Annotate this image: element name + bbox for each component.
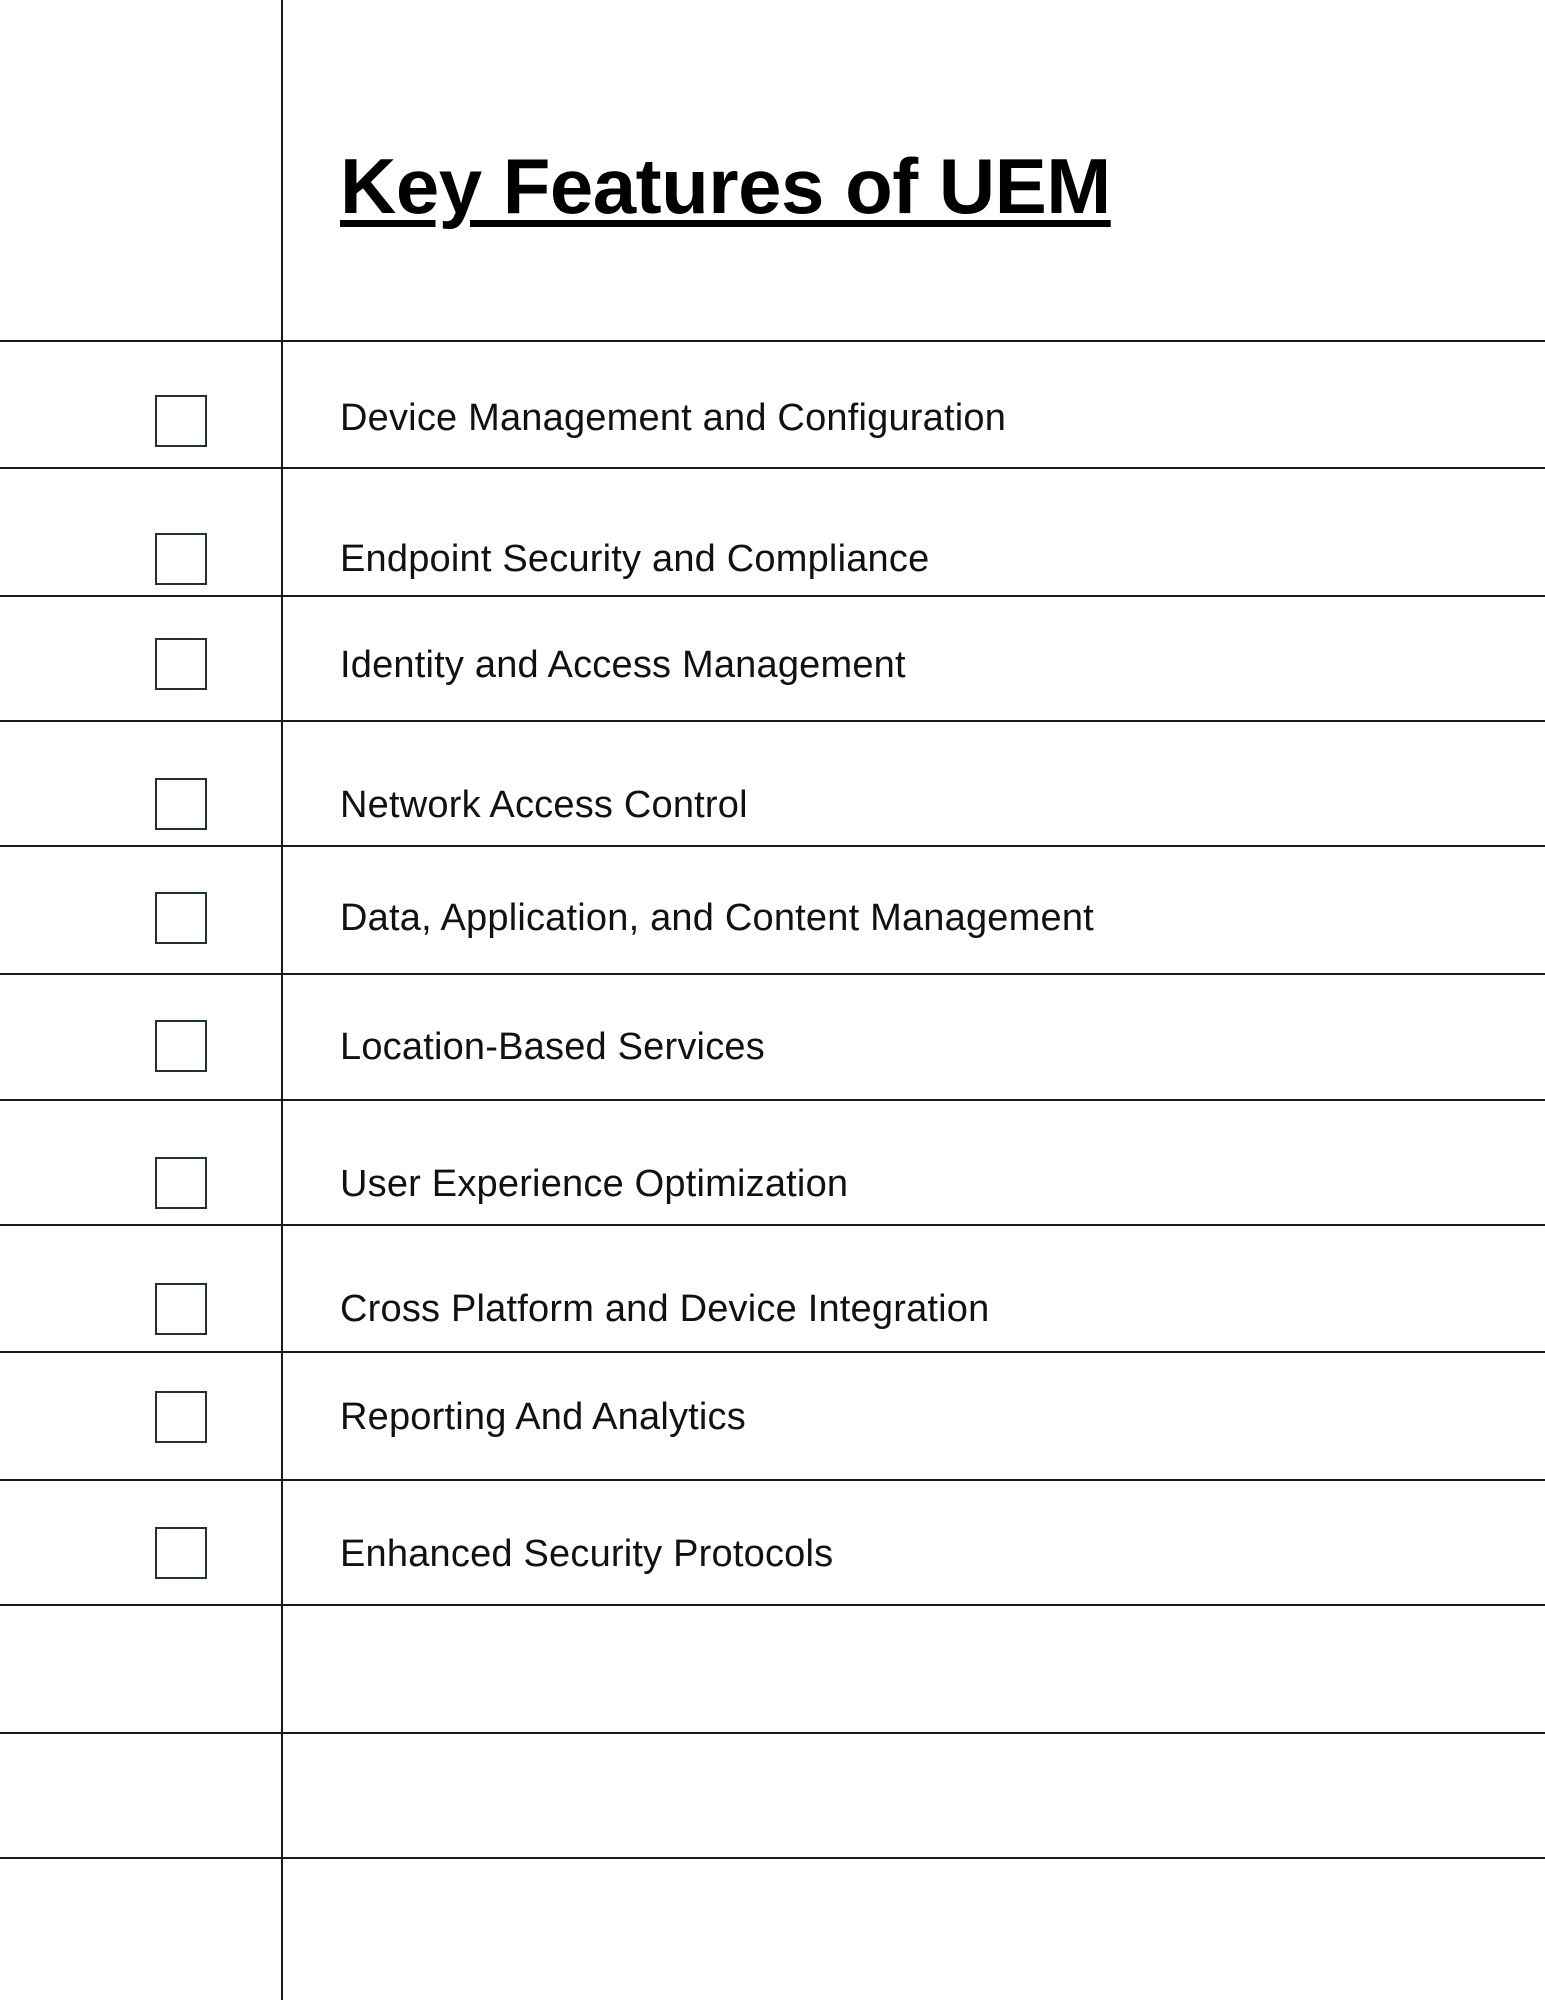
checkbox-enhanced-security[interactable]: [155, 1527, 207, 1579]
checkbox-location-services[interactable]: [155, 1020, 207, 1072]
checklist-item-label: Endpoint Security and Compliance: [340, 538, 930, 580]
checklist-item-label: Device Management and Configuration: [340, 397, 1007, 439]
checklist-item-label: Enhanced Security Protocols: [340, 1533, 834, 1575]
checkbox-network-access[interactable]: [155, 778, 207, 830]
checklist-item-label: Location-Based Services: [340, 1026, 765, 1068]
checklist-item-label: Network Access Control: [340, 784, 748, 826]
checkbox-user-experience[interactable]: [155, 1157, 207, 1209]
checklist-item-label: User Experience Optimization: [340, 1163, 849, 1205]
checklist-item-label: Cross Platform and Device Integration: [340, 1288, 990, 1330]
row-divider: [0, 1099, 1545, 1101]
checkbox-identity-access[interactable]: [155, 638, 207, 690]
row-divider: [0, 720, 1545, 722]
row-divider: [0, 467, 1545, 469]
empty-row: [283, 1606, 1545, 1732]
row-divider: [0, 1351, 1545, 1353]
checklist-item-label: Reporting And Analytics: [340, 1396, 746, 1438]
empty-row: [283, 1859, 1545, 2000]
row-divider: [0, 1224, 1545, 1226]
checklist-item-label: Data, Application, and Content Management: [340, 897, 1094, 939]
empty-row: [283, 1734, 1545, 1857]
row-divider: [0, 973, 1545, 975]
checkbox-data-app-content[interactable]: [155, 892, 207, 944]
row-divider: [0, 340, 1545, 342]
checkbox-cross-platform[interactable]: [155, 1283, 207, 1335]
checkbox-device-management[interactable]: [155, 395, 207, 447]
checkbox-endpoint-security[interactable]: [155, 533, 207, 585]
row-divider: [0, 1479, 1545, 1481]
checklist-item-label: Identity and Access Management: [340, 644, 906, 686]
page-title: Key Features of UEM: [340, 142, 1111, 230]
row-divider: [0, 595, 1545, 597]
checkbox-reporting-analytics[interactable]: [155, 1391, 207, 1443]
row-divider: [0, 845, 1545, 847]
